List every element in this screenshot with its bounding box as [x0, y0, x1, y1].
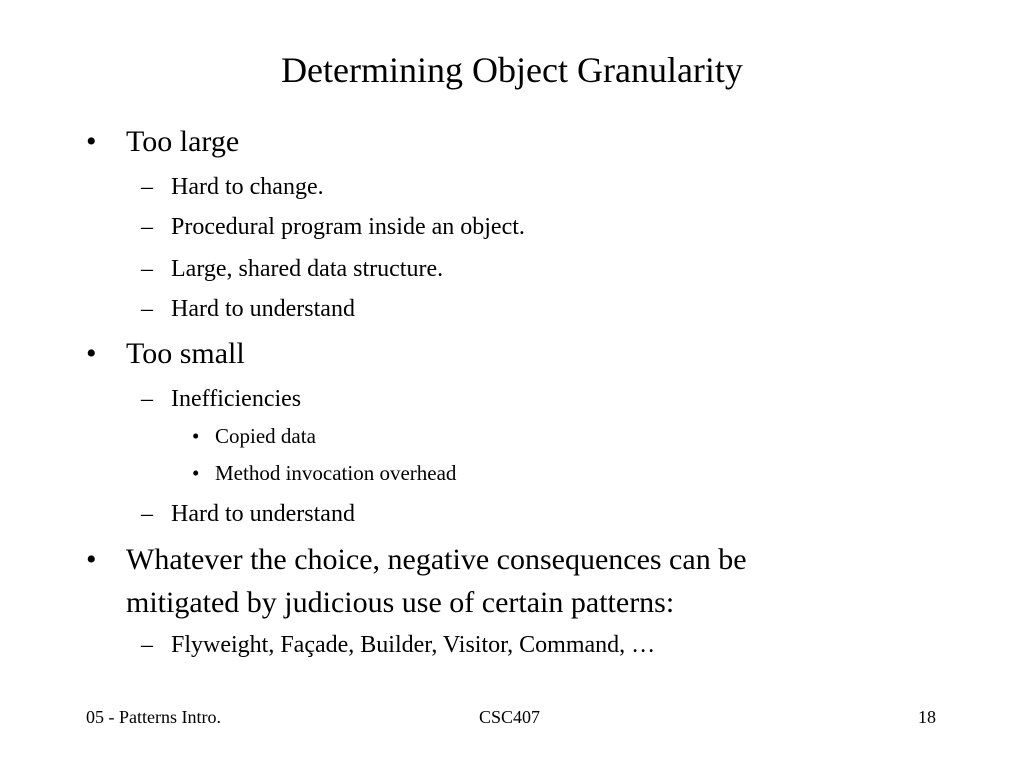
dash-marker: – [141, 386, 153, 412]
bullet-too-small: Too small [126, 337, 245, 370]
bullet-marker: • [192, 461, 200, 485]
sub-item-hard-to-understand: Hard to understand [171, 296, 355, 322]
bullet-marker: • [86, 543, 97, 576]
bullet-marker: • [192, 424, 200, 448]
dash-marker: – [141, 296, 153, 322]
sub-item-procedural-program: Procedural program inside an object. [171, 214, 525, 240]
footer-left: 05 - Patterns Intro. [86, 707, 221, 727]
sub-sub-item-copied-data: Copied data [215, 424, 316, 448]
footer-center: CSC407 [479, 707, 541, 727]
sub-item-inefficiencies: Inefficiencies [171, 386, 302, 412]
dash-marker: – [141, 174, 153, 200]
bullet-whatever-line2: mitigated by judicious use of certain patterns: [126, 586, 675, 619]
dash-marker: – [141, 501, 153, 527]
sub-item-shared-data: Large, shared data structure. [171, 256, 444, 282]
bullet-marker: • [86, 337, 97, 370]
bullet-too-large: Too large [126, 125, 240, 158]
page-number: 18 [918, 707, 936, 727]
sub-item-hard-to-understand: Hard to understand [171, 501, 355, 527]
sub-item-hard-to-change: Hard to change. [171, 174, 324, 200]
sub-sub-item-method-overhead: Method invocation overhead [215, 461, 457, 485]
dash-marker: – [141, 632, 153, 658]
bullet-marker: • [86, 125, 97, 158]
sub-item-pattern-list: Flyweight, Façade, Builder, Visitor, Command, … [171, 632, 656, 658]
dash-marker: – [141, 256, 153, 282]
slide-title: Determining Object Granularity [281, 50, 743, 90]
bullet-whatever-line1: Whatever the choice, negative consequences can be [126, 543, 747, 576]
dash-marker: – [141, 214, 153, 240]
